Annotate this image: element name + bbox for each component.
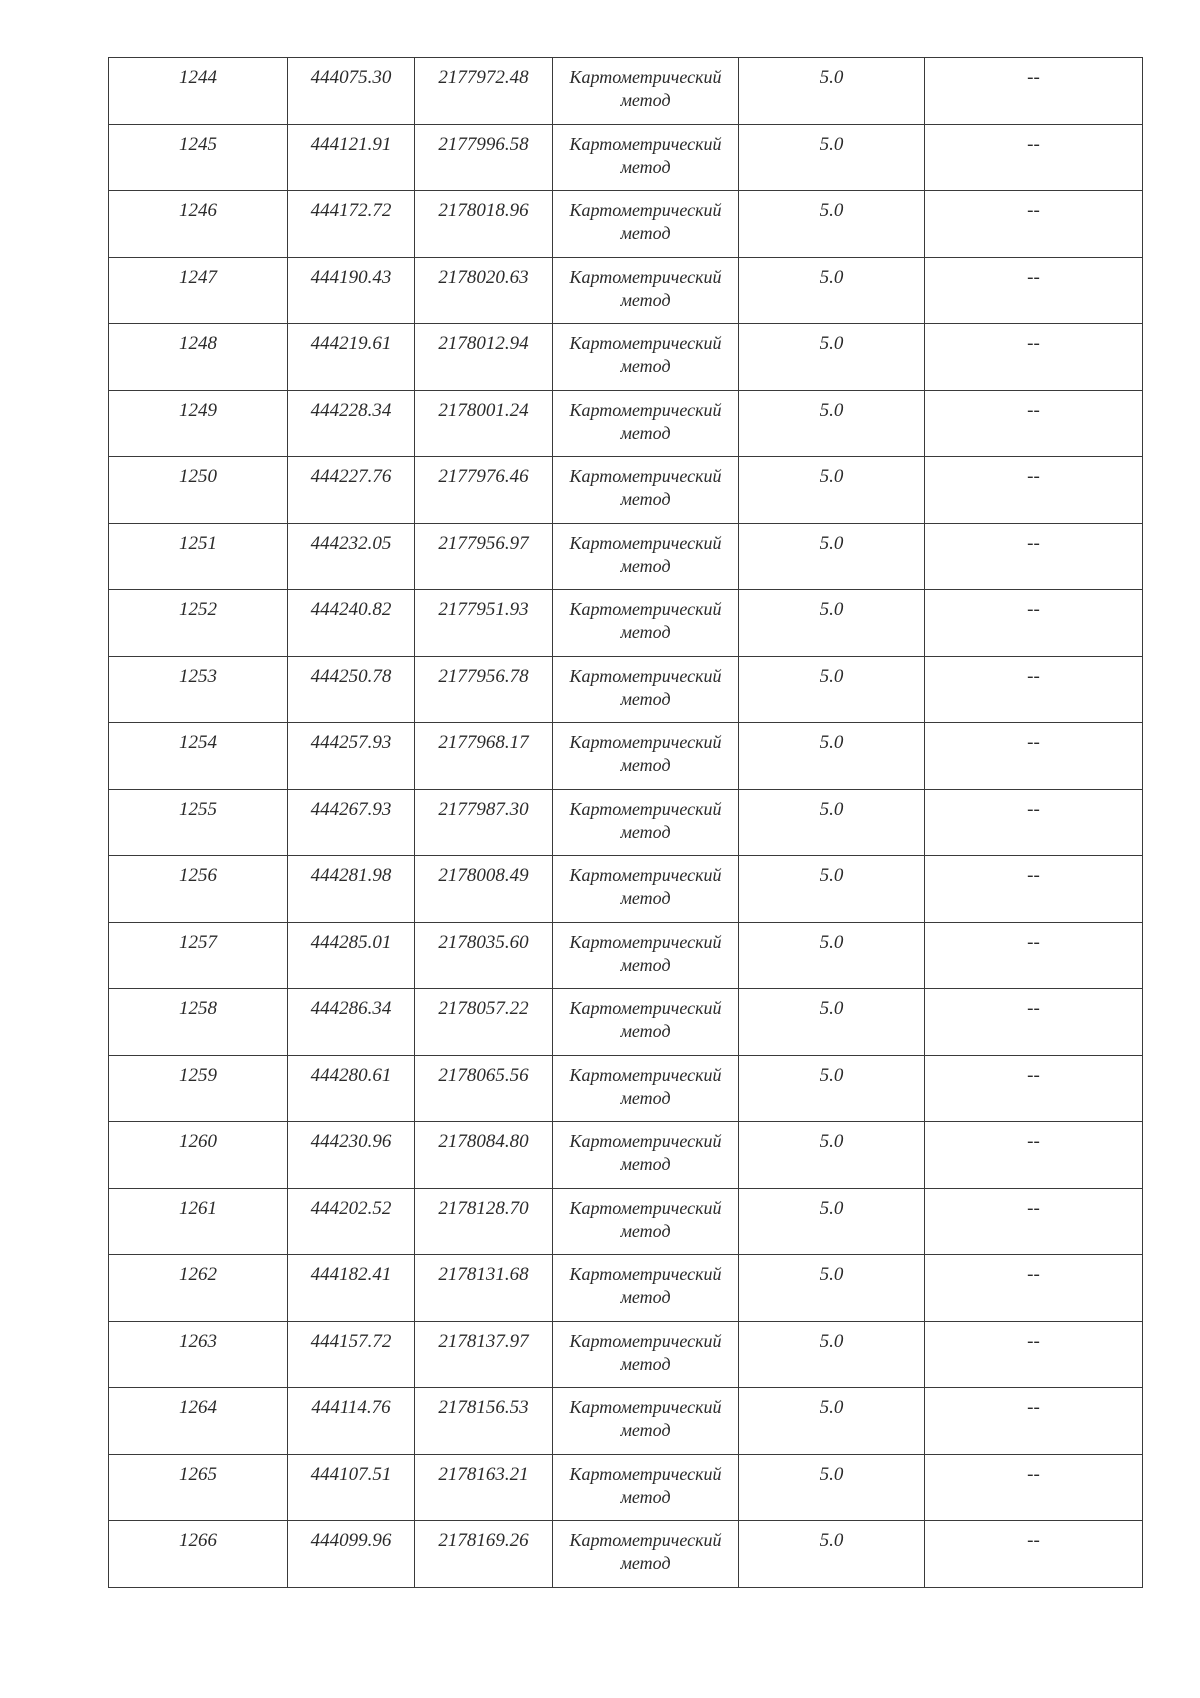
accuracy-cell: 5.0: [739, 58, 925, 125]
point-number-cell: 1264: [109, 1388, 288, 1455]
method-line-2: метод: [620, 954, 671, 975]
method-line-2: метод: [620, 1420, 671, 1440]
table-row: [109, 457, 1143, 524]
method-line-2: метод: [620, 156, 671, 177]
y-coordinate-cell: 2178001.24: [415, 390, 553, 457]
x-coordinate-cell: 444190.43: [288, 257, 415, 324]
x-coordinate-cell: 444075.30: [288, 58, 415, 125]
y-coordinate-cell: 2178008.49: [415, 856, 553, 923]
table-row: [109, 1055, 1143, 1122]
method-line-1: Картометрический: [569, 998, 722, 1018]
accuracy-cell: 5.0: [739, 856, 925, 923]
table-row: [109, 723, 1143, 790]
method-cell: [553, 590, 739, 657]
method-cell: [553, 922, 739, 989]
method-line-1: Картометрический: [569, 732, 722, 752]
table-row: [109, 856, 1143, 923]
y-coordinate-cell: 2178020.63: [415, 257, 553, 324]
note-cell: --: [925, 922, 1143, 989]
accuracy-cell: 5.0: [739, 1321, 925, 1388]
accuracy-cell: 5.0: [739, 789, 925, 856]
table-row: [109, 390, 1143, 457]
method-cell: [553, 856, 739, 923]
y-coordinate-cell: 2178131.68: [415, 1255, 553, 1322]
method-line-1: Картометрический: [569, 1330, 722, 1351]
note-cell: --: [925, 1321, 1143, 1388]
y-coordinate-cell: 2178065.56: [415, 1055, 553, 1122]
accuracy-cell: 5.0: [739, 1122, 925, 1189]
method-line-2: метод: [620, 356, 671, 376]
x-coordinate-cell: 444219.61: [288, 324, 415, 391]
method-line-2: метод: [620, 1553, 671, 1573]
note-cell: --: [925, 1454, 1143, 1521]
table-row: [109, 590, 1143, 657]
method-line-1: Картометрический: [569, 133, 722, 154]
method-line-1: Картометрический: [569, 532, 722, 553]
method-line-1: Картометрический: [569, 1264, 722, 1284]
point-number-cell: 1245: [109, 124, 288, 191]
note-cell: --: [925, 1255, 1143, 1322]
x-coordinate-cell: 444267.93: [288, 789, 415, 856]
x-coordinate-cell: 444099.96: [288, 1521, 415, 1588]
accuracy-cell: 5.0: [739, 457, 925, 524]
method-line-1: Картометрический: [569, 1131, 722, 1151]
x-coordinate-cell: 444182.41: [288, 1255, 415, 1322]
note-cell: --: [925, 124, 1143, 191]
x-coordinate-cell: 444227.76: [288, 457, 415, 524]
accuracy-cell: 5.0: [739, 723, 925, 790]
method-cell: [553, 58, 739, 125]
method-cell: [553, 789, 739, 856]
accuracy-cell: 5.0: [739, 922, 925, 989]
method-cell: [553, 1055, 739, 1122]
point-number-cell: 1254: [109, 723, 288, 790]
note-cell: --: [925, 523, 1143, 590]
note-cell: --: [925, 590, 1143, 657]
method-cell: [553, 1388, 739, 1455]
method-cell: [553, 1188, 739, 1255]
method-line-2: метод: [620, 1353, 671, 1374]
note-cell: --: [925, 1388, 1143, 1455]
method-line-1: Картометрический: [569, 67, 722, 87]
method-line-2: метод: [620, 90, 671, 110]
method-line-1: Картометрический: [569, 1530, 722, 1550]
x-coordinate-cell: 444285.01: [288, 922, 415, 989]
point-number-cell: 1253: [109, 656, 288, 723]
y-coordinate-cell: 2178084.80: [415, 1122, 553, 1189]
x-coordinate-cell: 444114.76: [288, 1388, 415, 1455]
x-coordinate-cell: 444172.72: [288, 191, 415, 258]
accuracy-cell: 5.0: [739, 390, 925, 457]
table-row: [109, 1388, 1143, 1455]
accuracy-cell: 5.0: [739, 1454, 925, 1521]
y-coordinate-cell: 2178018.96: [415, 191, 553, 258]
point-number-cell: 1265: [109, 1454, 288, 1521]
method-cell: [553, 191, 739, 258]
note-cell: --: [925, 1122, 1143, 1189]
method-line-1: Картометрический: [569, 599, 722, 619]
point-number-cell: 1266: [109, 1521, 288, 1588]
method-line-1: Картометрический: [569, 333, 722, 353]
method-cell: [553, 1454, 739, 1521]
accuracy-cell: 5.0: [739, 523, 925, 590]
method-line-1: Картометрический: [569, 865, 722, 885]
accuracy-cell: 5.0: [739, 1255, 925, 1322]
x-coordinate-cell: 444121.91: [288, 124, 415, 191]
table-row: [109, 1321, 1143, 1388]
table-row: [109, 656, 1143, 723]
method-line-2: метод: [620, 1154, 671, 1174]
table-row: [109, 1454, 1143, 1521]
table-row: [109, 124, 1143, 191]
note-cell: --: [925, 1521, 1143, 1588]
point-number-cell: 1259: [109, 1055, 288, 1122]
method-cell: [553, 124, 739, 191]
table-row: [109, 922, 1143, 989]
y-coordinate-cell: 2178156.53: [415, 1388, 553, 1455]
method-line-2: метод: [620, 1021, 671, 1041]
method-cell: [553, 1521, 739, 1588]
accuracy-cell: 5.0: [739, 124, 925, 191]
method-cell: [553, 656, 739, 723]
table-row: [109, 523, 1143, 590]
accuracy-cell: 5.0: [739, 1188, 925, 1255]
y-coordinate-cell: 2177956.78: [415, 656, 553, 723]
table-row: [109, 1188, 1143, 1255]
note-cell: --: [925, 789, 1143, 856]
method-line-2: метод: [620, 622, 671, 642]
y-coordinate-cell: 2177976.46: [415, 457, 553, 524]
accuracy-cell: 5.0: [739, 1521, 925, 1588]
note-cell: --: [925, 1055, 1143, 1122]
note-cell: --: [925, 723, 1143, 790]
method-line-2: метод: [620, 1087, 671, 1108]
method-cell: [553, 390, 739, 457]
table-row: [109, 191, 1143, 258]
accuracy-cell: 5.0: [739, 1388, 925, 1455]
x-coordinate-cell: 444202.52: [288, 1188, 415, 1255]
table-row: [109, 789, 1143, 856]
method-line-2: метод: [620, 1220, 671, 1241]
x-coordinate-cell: 444281.98: [288, 856, 415, 923]
method-cell: [553, 1122, 739, 1189]
point-number-cell: 1256: [109, 856, 288, 923]
method-line-2: метод: [620, 821, 671, 842]
method-cell: [553, 257, 739, 324]
x-coordinate-cell: 444157.72: [288, 1321, 415, 1388]
method-line-1: Картометрический: [569, 1064, 722, 1085]
method-line-2: метод: [620, 1287, 671, 1307]
accuracy-cell: 5.0: [739, 191, 925, 258]
method-cell: [553, 523, 739, 590]
y-coordinate-cell: 2177956.97: [415, 523, 553, 590]
table-row: [109, 1255, 1143, 1322]
y-coordinate-cell: 2177968.17: [415, 723, 553, 790]
point-number-cell: 1246: [109, 191, 288, 258]
point-number-cell: 1247: [109, 257, 288, 324]
note-cell: --: [925, 457, 1143, 524]
x-coordinate-cell: 444228.34: [288, 390, 415, 457]
method-line-1: Картометрический: [569, 1197, 722, 1218]
x-coordinate-cell: 444230.96: [288, 1122, 415, 1189]
note-cell: --: [925, 191, 1143, 258]
y-coordinate-cell: 2178012.94: [415, 324, 553, 391]
accuracy-cell: 5.0: [739, 989, 925, 1056]
method-cell: [553, 457, 739, 524]
point-number-cell: 1249: [109, 390, 288, 457]
y-coordinate-cell: 2178169.26: [415, 1521, 553, 1588]
note-cell: --: [925, 257, 1143, 324]
method-cell: [553, 723, 739, 790]
method-line-1: Картометрический: [569, 1397, 722, 1417]
y-coordinate-cell: 2178128.70: [415, 1188, 553, 1255]
table-row: [109, 324, 1143, 391]
point-number-cell: 1255: [109, 789, 288, 856]
method-line-1: Картометрический: [569, 798, 722, 819]
y-coordinate-cell: 2178137.97: [415, 1321, 553, 1388]
accuracy-cell: 5.0: [739, 1055, 925, 1122]
y-coordinate-cell: 2177987.30: [415, 789, 553, 856]
point-number-cell: 1260: [109, 1122, 288, 1189]
table-body: [109, 58, 1143, 1588]
note-cell: --: [925, 856, 1143, 923]
point-number-cell: 1248: [109, 324, 288, 391]
table-row: [109, 1521, 1143, 1588]
x-coordinate-cell: 444286.34: [288, 989, 415, 1056]
table-row: [109, 1122, 1143, 1189]
accuracy-cell: 5.0: [739, 257, 925, 324]
note-cell: --: [925, 390, 1143, 457]
point-number-cell: 1261: [109, 1188, 288, 1255]
method-line-1: Картометрический: [569, 399, 722, 420]
point-number-cell: 1257: [109, 922, 288, 989]
table-row: [109, 989, 1143, 1056]
y-coordinate-cell: 2178035.60: [415, 922, 553, 989]
y-coordinate-cell: 2178057.22: [415, 989, 553, 1056]
method-line-1: Картометрический: [569, 665, 722, 686]
method-line-2: метод: [620, 489, 671, 509]
point-number-cell: 1251: [109, 523, 288, 590]
method-line-2: метод: [620, 688, 671, 709]
x-coordinate-cell: 444107.51: [288, 1454, 415, 1521]
note-cell: --: [925, 989, 1143, 1056]
point-number-cell: 1252: [109, 590, 288, 657]
method-cell: [553, 1321, 739, 1388]
method-line-1: Картометрический: [569, 200, 722, 220]
method-cell: [553, 1255, 739, 1322]
method-cell: [553, 324, 739, 391]
point-number-cell: 1250: [109, 457, 288, 524]
method-line-1: Картометрический: [569, 266, 722, 287]
accuracy-cell: 5.0: [739, 656, 925, 723]
method-line-1: Картометрический: [569, 466, 722, 486]
y-coordinate-cell: 2177951.93: [415, 590, 553, 657]
method-line-2: метод: [620, 422, 671, 443]
x-coordinate-cell: 444240.82: [288, 590, 415, 657]
accuracy-cell: 5.0: [739, 324, 925, 391]
x-coordinate-cell: 444232.05: [288, 523, 415, 590]
method-line-2: метод: [620, 755, 671, 775]
x-coordinate-cell: 444257.93: [288, 723, 415, 790]
method-line-2: метод: [620, 1486, 671, 1507]
table-row: [109, 257, 1143, 324]
y-coordinate-cell: 2178163.21: [415, 1454, 553, 1521]
method-line-2: метод: [620, 888, 671, 908]
y-coordinate-cell: 2177972.48: [415, 58, 553, 125]
point-number-cell: 1244: [109, 58, 288, 125]
coordinates-table: [108, 57, 1143, 1588]
method-line-1: Картометрический: [569, 931, 722, 952]
method-line-2: метод: [620, 289, 671, 310]
point-number-cell: 1262: [109, 1255, 288, 1322]
x-coordinate-cell: 444280.61: [288, 1055, 415, 1122]
note-cell: --: [925, 656, 1143, 723]
note-cell: --: [925, 324, 1143, 391]
method-cell: [553, 989, 739, 1056]
x-coordinate-cell: 444250.78: [288, 656, 415, 723]
note-cell: --: [925, 1188, 1143, 1255]
method-line-1: Картометрический: [569, 1463, 722, 1484]
table-row: [109, 58, 1143, 125]
y-coordinate-cell: 2177996.58: [415, 124, 553, 191]
accuracy-cell: 5.0: [739, 590, 925, 657]
method-line-2: метод: [620, 555, 671, 576]
point-number-cell: 1263: [109, 1321, 288, 1388]
method-line-2: метод: [620, 223, 671, 243]
note-cell: --: [925, 58, 1143, 125]
point-number-cell: 1258: [109, 989, 288, 1056]
